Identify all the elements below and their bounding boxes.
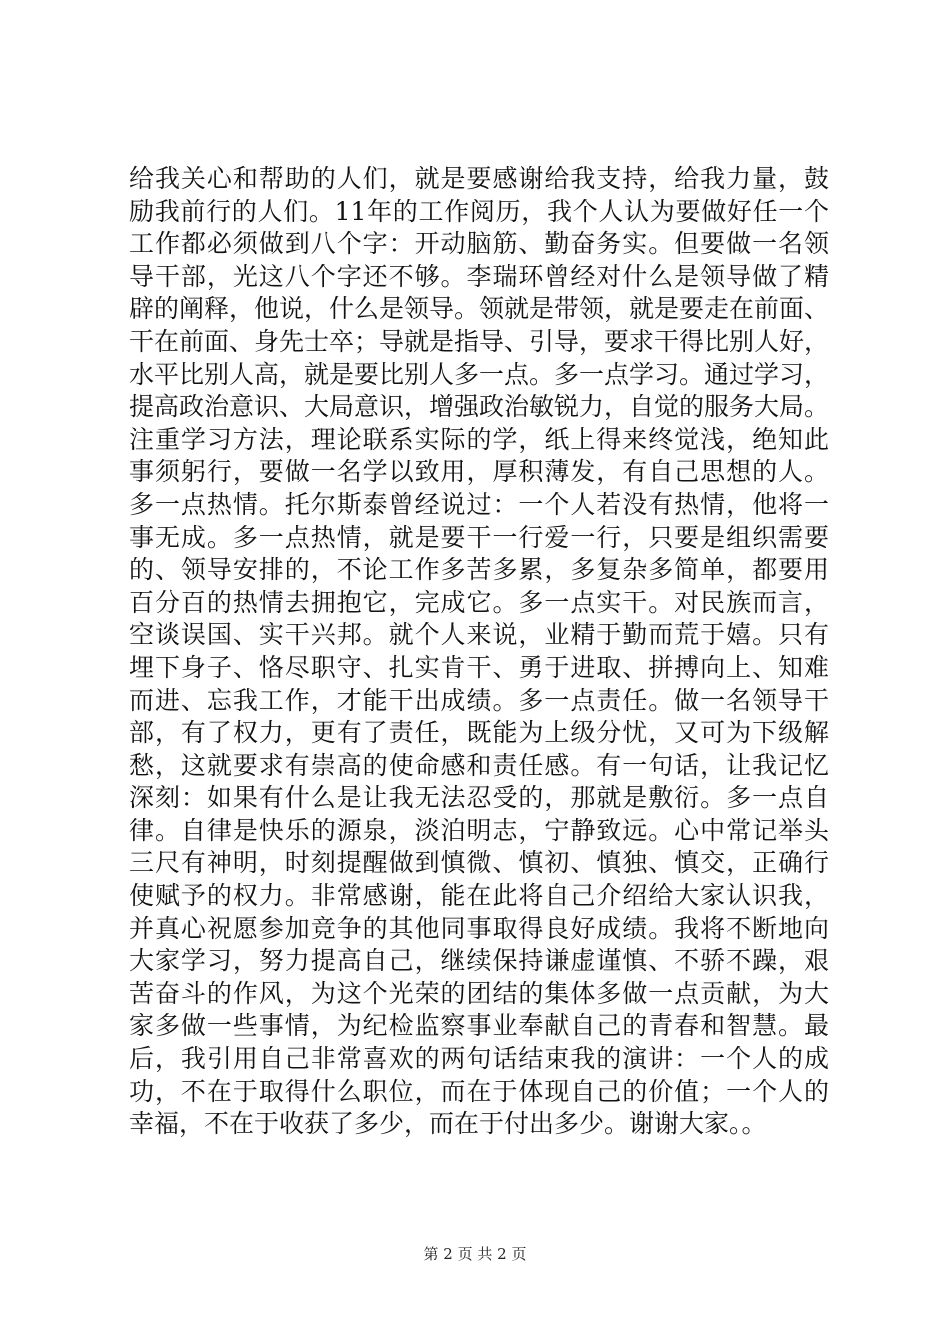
text-line: 而进、忘我工作，才能干出成绩。多一点责任。做一名领导干	[129, 685, 829, 715]
text-line: 埋下身子、恪尽职守、扎实肯干、勇于进取、拼搏向上、知难	[129, 652, 829, 682]
text-line: 三尺有神明，时刻提醒做到慎微、慎初、慎独、慎交，正确行	[129, 848, 829, 878]
text-line: 功，不在于取得什么职位，而在于体现自己的价值；一个人的	[129, 1076, 829, 1106]
text-line: 并真心祝愿参加竞争的其他同事取得良好成绩。我将不断地向	[129, 913, 829, 943]
text-line: 励我前行的人们。11年的工作阅历，我个人认为要做好任一个	[129, 196, 829, 226]
text-line: 百分百的热情去拥抱它，完成它。多一点实干。对民族而言，	[129, 587, 829, 617]
text-line: 辟的阐释，他说，什么是领导。领就是带领，就是要走在前面、	[129, 294, 830, 324]
text-line: 事须躬行，要做一名学以致用，厚积薄发，有自己思想的人。	[129, 457, 829, 487]
text-line: 愁，这就要求有崇高的使命感和责任感。有一句话，让我记忆	[129, 750, 829, 780]
text-line: 律。自律是快乐的源泉，淡泊明志，宁静致远。心中常记举头	[129, 815, 829, 845]
text-line: 大家学习，努力提高自己，继续保持谦虚谨慎、不骄不躁，艰	[129, 946, 829, 976]
text-line: 注重学习方法，理论联系实际的学，纸上得来终觉浅，绝知此	[129, 424, 829, 454]
text-line: 提高政治意识、大局意识，增强政治敏锐力，自觉的服务大局。	[129, 392, 830, 422]
text-line: 苦奋斗的作风，为这个光荣的团结的集体多做一点贡献，为大	[129, 978, 829, 1008]
text-line: 幸福，不在于收获了多少，而在于付出多少。谢谢大家。。	[129, 1109, 767, 1139]
text-line: 空谈误国、实干兴邦。就个人来说，业精于勤而荒于嬉。只有	[129, 620, 829, 650]
text-line: 家多做一些事情，为纪检监察事业奉献自己的青春和智慧。最	[129, 1011, 829, 1041]
text-line: 给我关心和帮助的人们，就是要感谢给我支持，给我力量，鼓	[129, 164, 829, 193]
text-line: 工作都必须做到八个字：开动脑筋、勤奋务实。但要做一名领	[129, 229, 829, 259]
text-line: 事无成。多一点热情，就是要干一行爱一行，只要是组织需要	[129, 522, 829, 552]
text-line: 使赋予的权力。非常感谢，能在此将自己介绍给大家认识我，	[129, 881, 829, 911]
text-line: 导干部，光这八个字还不够。李瑞环曾经对什么是领导做了精	[129, 261, 829, 291]
text-line: 多一点热情。托尔斯泰曾经说过：一个人若没有热情，他将一	[129, 489, 829, 519]
text-line: 干在前面、身先士卒；导就是指导、引导，要求干得比别人好，	[129, 326, 830, 356]
text-line: 水平比别人高，就是要比别人多一点。多一点学习。通过学习，	[129, 359, 830, 389]
page-footer: 第 2 页 共 2 页	[423, 1245, 527, 1263]
body-text	[129, 163, 829, 1141]
text-line: 后，我引用自己非常喜欢的两句话结束我的演讲：一个人的成	[129, 1044, 829, 1074]
text-line: 的、领导安排的，不论工作多苦多累，多复杂多简单，都要用	[129, 555, 829, 585]
text-line: 深刻：如果有什么是让我无法忍受的，那就是敷衍。多一点自	[129, 783, 829, 813]
text-line: 部，有了权力，更有了责任，既能为上级分忧，又可为下级解	[129, 718, 829, 748]
